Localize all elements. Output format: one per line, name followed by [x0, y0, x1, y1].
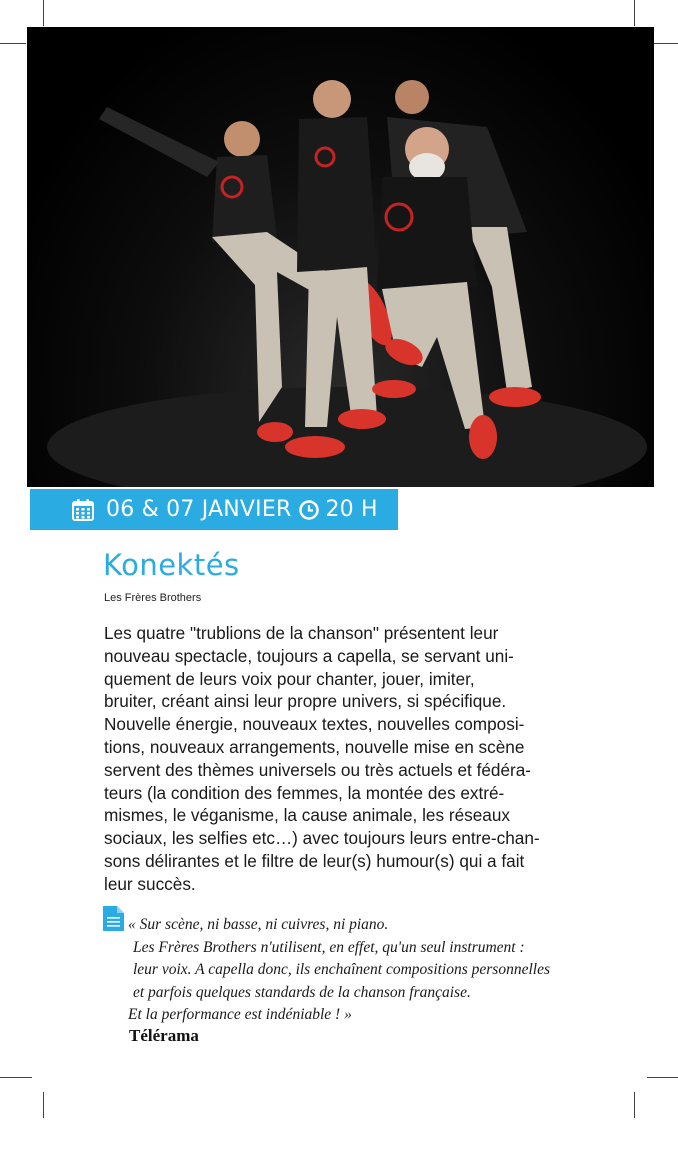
crop-mark — [0, 43, 26, 44]
description-line: tions, nouveaux arrangements, nouvelle mise en scène — [104, 736, 525, 757]
description-line: quement de leurs voix pour chanter, jouer, imiter, — [104, 668, 475, 689]
group-photo — [27, 27, 654, 487]
clock-icon — [299, 500, 319, 520]
quote-line: Les Frères Brothers n'utilisent, en effet, qu'un seul instrument : — [133, 938, 525, 956]
description-line: teurs (la condition des femmes, la montée des extré- — [104, 782, 505, 803]
crop-mark — [647, 1077, 678, 1078]
event-title: Konektés — [103, 548, 240, 582]
document-icon — [103, 906, 124, 931]
description-line: nouveau spectacle, toujours a capella, se servant uni- — [104, 645, 514, 666]
quote-line: « Sur scène, ni basse, ni cuivres, ni piano. — [128, 916, 389, 933]
description-line: mismes, le véganisme, la cause animale, les réseaux — [104, 805, 510, 826]
quote-line: et parfois quelques standards de la chanson française. — [133, 983, 471, 1001]
crop-mark — [43, 0, 44, 26]
description-line: Nouvelle énergie, nouveaux textes, nouvelles composi- — [104, 714, 525, 735]
review-source: Télérama — [129, 1026, 199, 1045]
description-line: sons délirantes et le filtre de leur(s) humour(s) qui a fait — [104, 850, 525, 871]
quote-line: leur voix. A capella donc, ils enchaînent compositions personnelles — [133, 961, 550, 979]
date-time-banner — [30, 489, 398, 530]
crop-mark — [652, 43, 678, 44]
calendar-icon — [72, 499, 94, 521]
description-line: sociaux, les selfies etc…) avec toujours leurs entre-chan- — [104, 828, 540, 849]
description-line: leur succès. — [104, 873, 196, 894]
crop-mark — [43, 1092, 44, 1118]
review-quote — [128, 914, 550, 1027]
event-date: 06 & 07 JANVIER — [106, 497, 292, 522]
crop-mark — [634, 1092, 635, 1118]
description-line: servent des thèmes universels ou très actuels et fédéra- — [104, 759, 532, 780]
event-time: 20 H — [325, 497, 378, 522]
quote-line: Et la performance est indéniable ! » — [128, 1006, 352, 1024]
crop-mark — [634, 0, 635, 26]
crop-mark — [0, 1077, 32, 1078]
description-line: Les quatre "trublions de la chanson" présentent leur — [104, 623, 499, 643]
description-line: bruiter, créant ainsi leur propre univers, si spécifique. — [104, 691, 507, 712]
event-artist: Les Frères Brothers — [104, 592, 202, 604]
performers-illustration — [27, 27, 654, 487]
event-description — [104, 622, 594, 896]
